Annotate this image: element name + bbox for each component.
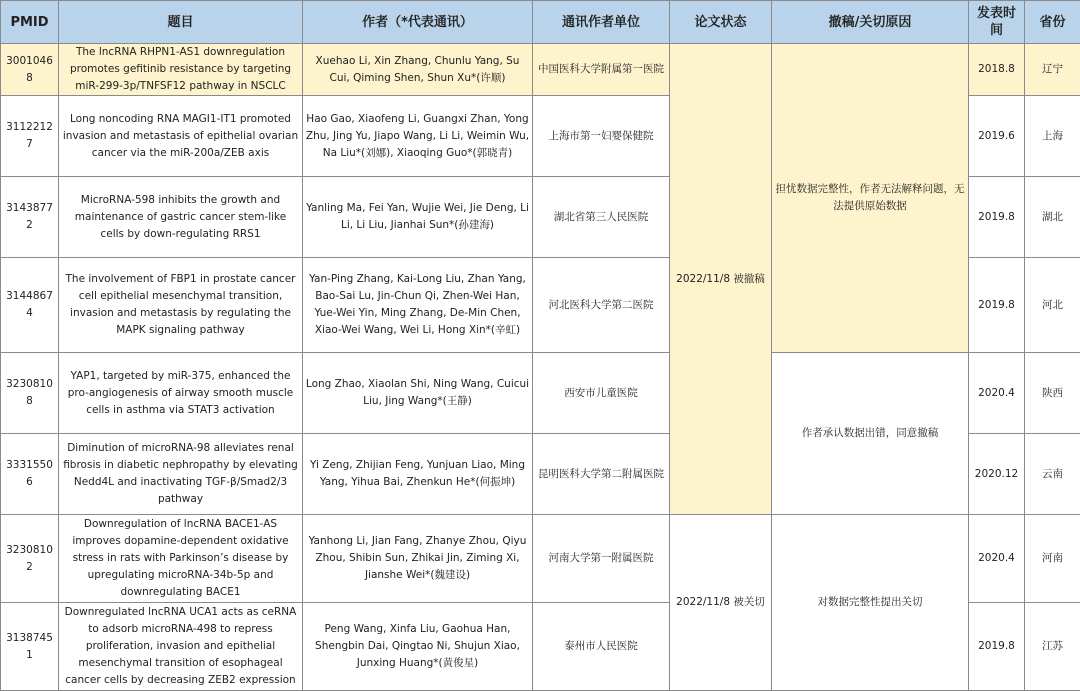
date-cell: 2019.8 [969, 603, 1025, 691]
table-row [1, 353, 1080, 434]
province-cell: 湖北 [1025, 177, 1080, 258]
authors-cell: Yanhong Li, Jian Fang, Zhanye Zhou, Qiyu Zhou, Shibin Sun, Zhikai Jin, Ziming Xi, Jianshe Wei*(魏建设) [303, 515, 533, 603]
pmid-cell: 31387451 [1, 603, 59, 691]
province-cell: 江苏 [1025, 603, 1080, 691]
pmid-cell: 33315506 [1, 434, 59, 515]
authors-cell: Hao Gao, Xiaofeng Li, Guangxi Zhan, Yong Zhu, Jing Yu, Jiapo Wang, Li Li, Weimin Wu, Na Liu*(刘娜), Xiaoqing Guo*(郭晓青) [303, 96, 533, 177]
province-cell: 云南 [1025, 434, 1080, 515]
title-cell: The lncRNA RHPN1-AS1 downregulation promotes gefitinib resistance by targeting miR-299-3p/TNFSF12 pathway in NSCLC [59, 44, 303, 96]
affiliation-cell: 泰州市人民医院 [533, 603, 670, 691]
pmid-cell: 30010468 [1, 44, 59, 96]
title-cell: The involvement of FBP1 in prostate cancer cell epithelial mesenchymal transition, invasion and metastasis by regulating the MAPK signaling pathway [59, 258, 303, 353]
affiliation-cell: 西安市儿童医院 [533, 353, 670, 434]
affiliation-cell: 河南大学第一附属医院 [533, 515, 670, 603]
pmid-cell: 31122127 [1, 96, 59, 177]
title-cell: Downregulation of lncRNA BACE1-AS improves dopamine-dependent oxidative stress in rats with Parkinson’s disease by upregulating microRNA-34b-5p and downregulating BACE1 [59, 515, 303, 603]
pmid-cell: 31448674 [1, 258, 59, 353]
reason-cell-1: 担忧数据完整性，作者无法解释问题，无法提供原始数据 [772, 44, 969, 353]
province-cell: 陕西 [1025, 353, 1080, 434]
title-cell: Diminution of microRNA-98 alleviates renal fibrosis in diabetic nephropathy by elevating Nedd4L and inactivating TGF-β/Smad2/3 pathway [59, 434, 303, 515]
header-row [1, 1, 1080, 44]
status-cell-retracted: 2022/11/8 被撤稿 [670, 44, 772, 515]
authors-cell: Yanling Ma, Fei Yan, Wujie Wei, Jie Deng, Li Li, Li Liu, Jianhai Sun*(孙建海) [303, 177, 533, 258]
date-cell: 2018.8 [969, 44, 1025, 96]
date-cell: 2019.6 [969, 96, 1025, 177]
province-cell: 河南 [1025, 515, 1080, 603]
affiliation-cell: 昆明医科大学第二附属医院 [533, 434, 670, 515]
province-cell: 上海 [1025, 96, 1080, 177]
title-cell: MicroRNA-598 inhibits the growth and maintenance of gastric cancer stem-like cells by down-regulating RRS1 [59, 177, 303, 258]
header-province: 省份 [1025, 1, 1080, 44]
province-cell: 河北 [1025, 258, 1080, 353]
table-row [1, 515, 1080, 603]
header-affiliation: 通讯作者单位 [533, 1, 670, 44]
date-cell: 2019.8 [969, 177, 1025, 258]
date-cell: 2020.12 [969, 434, 1025, 515]
date-cell: 2019.8 [969, 258, 1025, 353]
affiliation-cell: 湖北省第三人民医院 [533, 177, 670, 258]
header-status: 论文状态 [670, 1, 772, 44]
authors-cell: Yi Zeng, Zhijian Feng, Yunjuan Liao, Ming Yang, Yihua Bai, Zhenkun He*(何振坤) [303, 434, 533, 515]
table-row [1, 44, 1080, 96]
affiliation-cell: 河北医科大学第二医院 [533, 258, 670, 353]
date-cell: 2020.4 [969, 353, 1025, 434]
header-date: 发表时间 [969, 1, 1025, 44]
header-authors: 作者（*代表通讯） [303, 1, 533, 44]
reason-cell-2: 作者承认数据出错，同意撤稿 [772, 353, 969, 515]
header-reason: 撤稿/关切原因 [772, 1, 969, 44]
pmid-cell: 31438772 [1, 177, 59, 258]
province-cell: 辽宁 [1025, 44, 1080, 96]
pmid-cell: 32308102 [1, 515, 59, 603]
title-cell: YAP1, targeted by miR-375, enhanced the pro-angiogenesis of airway smooth muscle cells in asthma via STAT3 activation [59, 353, 303, 434]
authors-cell: Yan-Ping Zhang, Kai-Long Liu, Zhan Yang, Bao-Sai Lu, Jin-Chun Qi, Zhen-Wei Han, Yue-Wei Yin, Ming Zhang, De-Min Chen, Xiao-Wei Wang, Wei Li, Hong Xin*(辛虹) [303, 258, 533, 353]
authors-cell: Long Zhao, Xiaolan Shi, Ning Wang, Cuicui Liu, Jing Wang*(王静) [303, 353, 533, 434]
title-cell: Long noncoding RNA MAGI1-IT1 promoted invasion and metastasis of epithelial ovarian cancer via the miR-200a/ZEB axis [59, 96, 303, 177]
authors-cell: Xuehao Li, Xin Zhang, Chunlu Yang, Su Cui, Qiming Shen, Shun Xu*(许顺) [303, 44, 533, 96]
title-cell: Downregulated lncRNA UCA1 acts as ceRNA to adsorb microRNA-498 to repress proliferation, invasion and epithelial mesenchymal transition of esophageal cancer cells by decreasing ZEB2 expression [59, 603, 303, 691]
affiliation-cell: 中国医科大学附属第一医院 [533, 44, 670, 96]
authors-cell: Peng Wang, Xinfa Liu, Gaohua Han, Shengbin Dai, Qingtao Ni, Shujun Xiao, Junxing Huang*(黄俊星) [303, 603, 533, 691]
pmid-cell: 32308108 [1, 353, 59, 434]
reason-cell-3: 对数据完整性提出关切 [772, 515, 969, 691]
header-title: 题目 [59, 1, 303, 44]
status-cell-concern: 2022/11/8 被关切 [670, 515, 772, 691]
date-cell: 2020.4 [969, 515, 1025, 603]
header-pmid: PMID [1, 1, 59, 44]
affiliation-cell: 上海市第一妇婴保健院 [533, 96, 670, 177]
